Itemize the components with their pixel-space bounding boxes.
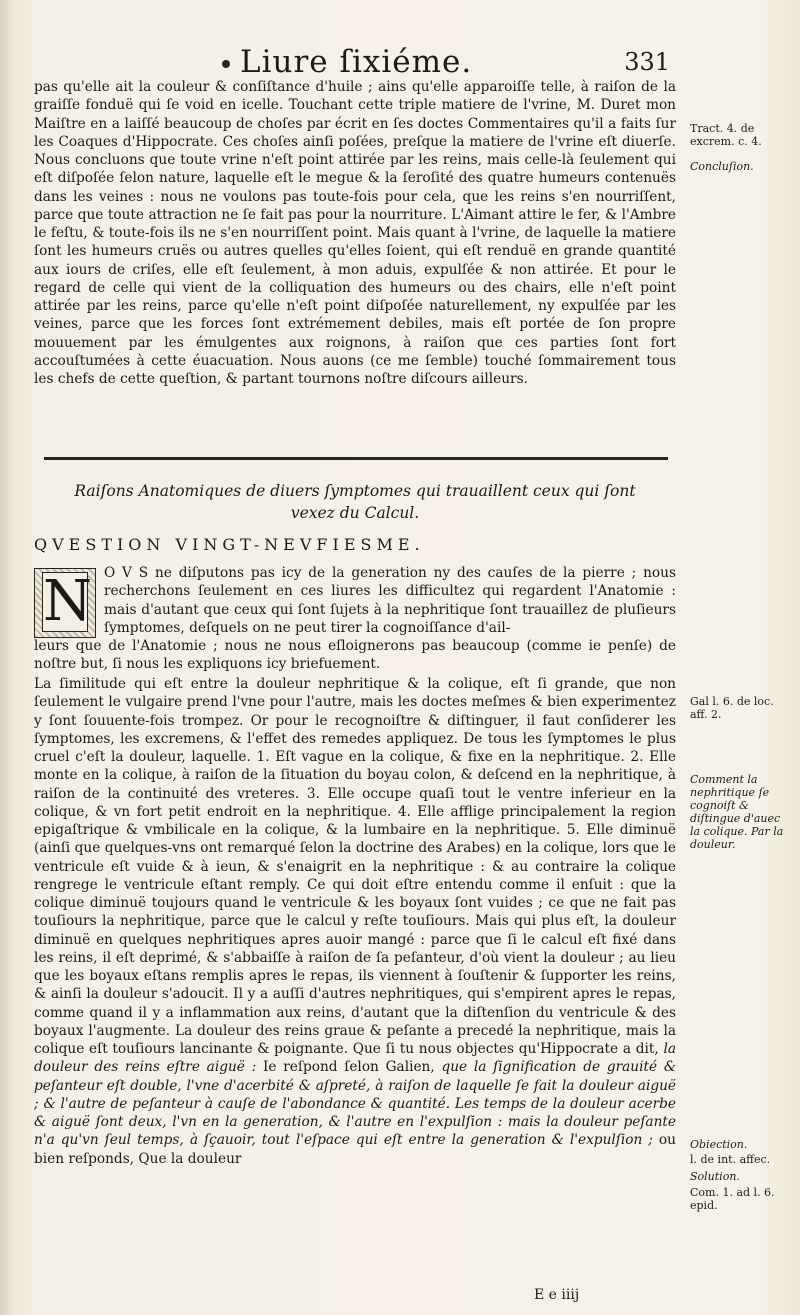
main-paragraph-text: La ſimilitude qui eſt entre la douleur nephritique & la colique, eſt ſi grande, que non ſeulement le vulgaire prend l'vne pour l'autre, mais les doctes meſmes & bien experimentez y ſont ſouuente-fois trompez. Or pour le recognoiſtre & diſtinguer, il faut conſiderer les ſymptomes, les excremens, & l'effet des remedes appliquez. De tous les ſymptomes le plus cruel c'eſt la douleur, laquelle. 1. Eſt vague en la colique, & fixe en la nephritique. 2. Elle monte en la colique, à raiſon de la ſituation du boyau colon, & deſcend en la nephritique, à raiſon de la continuité des vreteres. 3. Elle occupe quaſi tout le ventre inferieur en la colique, & vn fort petit endroit en la nephritique. 4. Elle afflige principalement la region epigaſtrique & vmbilicale en la colique, & la lumbaire en la nephritique. 5. Elle diminuë (ainſi que quelques-vns ont remarqué ſelon la doctrine des Arabes) en la colique, lors que le ventricule eſt vuide & à ieun, & s'enaigrit en la nephritique : & au contraire la colique rengrege le ventricule eſtant remply. Ce qui doit eſtre entendu comme il enſuit : que la colique diminuë toujours quand le ventricule & les boyaux ſont vuides ; ce que ne fait pas touſiours la nephritique, parce que le calcul y reſte touſiours. Mais qui plus eſt, la douleur diminuë en quelques nephritiques apres auoir mangé : parce que ſi le calcul eſt fixé dans les reins, il eſt deprimé, & s'abbaiſſe à raiſon de ſa peſanteur, d'où vient la douleur ; au lieu que les boyaux eſtans remplis apres le repas, ils viennent à ſouſtenir & ſupporter les reins, & ainſi la douleur s'adoucit. Il y a auſſi d'autres nephritiques, qui s'empirent apres le repas, comme quand il y a inflammation aux reins, d'autant que la diſtenſion du ventricule & des boyaux l'augmente. La douleur des reins graue & peſante a precedé la nephritique, mais la colique eſt touſiours lancinante & poignante. Que ſi tu nous objectes qu'Hippocrate a dit,: [34, 676, 676, 1057]
margin-note-solution: Solution.: [690, 1170, 740, 1183]
section-title: Raiſons Anatomiques de diuers ſymptomes qui trauaillent ceux qui ſont vexez du Calcul.: [74, 482, 636, 522]
margin-note-comment: Comment la nephritique ſe cognoiſt & diſtingue d'auec la colique. Par la douleur.: [690, 773, 784, 851]
margin-note-int-affec: l. de int. affec.: [690, 1153, 771, 1166]
closing-text: ou bien reſponds, Que la douleur: [34, 1132, 676, 1167]
opening-paragraph: pas qu'elle ait la couleur & conſiſtance d'huile ; ains qu'elle apparoiſſe telle, à raiſon de la graiſſe fonduë qui ſe void en icelle. Touchant cette triple matiere de l'vrine, M. Duret mon Maiſtre en a laiſſé beaucoup de choſes par écrit en ſes doctes Commentaires qu'il a faits ſur les Coaques d'Hippocrate. Ces choſes ainſi poſées, preſque la matiere de l'vrine eſt diuerſe. Nous concluons que toute vrine n'eſt point attirée par les reins, mais celle-là ſeulement qui eſt diſpoſée ſelon nature, laquelle eſt le megue & la ſeroſité des quatre humeurs contenuës dans les veines : nous ne voulons pas toute-fois pour cela, que les reins s'en nourriſſent, parce que toute attraction ne ſe fait pas pour la nourriture. L'Aimant attire le fer, & l'Ambre le feſtu, & toute-fois ils ne s'en nourriſſent point. Mais quant à l'vrine, de laquelle la matiere ſont les humeurs cruës ou autres quelles qu'elles ſoient, qui eſt renduë en grande quantité aux iours de criſes, elle eſt ſeulement, à mon aduis, expulſée & non attirée. Et pour le regard de celle qui vient de la colliquation des humeurs ou des chairs, elle n'eſt point attirée par les reins, parce qu'elle n'eſt point diſpoſée naturellement, ny expulſée par les veines, parce que les forces ſont extrémement debiles, mais eſt portée de ſon propre mouuement par les émulgentes aux roignons, à raiſon que ces parties ſont fort accouſtumées à cette éuacuation. Nous auons (ce me ſemble) touché ſommairement tous les chefs de cette queſtion, & partant tournons noſtre diſcours ailleurs.: [34, 79, 676, 387]
drop-cap-block: [34, 564, 676, 639]
margin-note-galen: Gal l. 6. de loc. aff. 2.: [690, 695, 774, 721]
drop-cap-continuation: leurs que de l'Anatomie ; nous ne nous eſloignerons pas beaucoup (comme ie penſe) de noſtre but, ſi nous les expliquons icy briefuement.: [34, 638, 676, 673]
margin-note-tract: Tract. 4. de excrem. c. 4.: [690, 122, 762, 148]
fleuron-ornament-icon: [222, 60, 230, 68]
margin-note-objection: Obiection.: [690, 1138, 748, 1151]
galen-intro: Ie reſpond ſelon Galien,: [256, 1059, 435, 1076]
question-heading: QVESTION VINGT-NEVFIESME.: [34, 535, 425, 554]
drop-cap-letter: N: [43, 569, 92, 634]
section-divider-rule: [44, 457, 668, 460]
page-number: 331: [624, 48, 670, 76]
running-title: Liure ſixiéme.: [240, 44, 473, 80]
drop-cap-paragraph: O V S ne diſputons pas icy de la generation ny des cauſes de la pierre ; nous recherchons ſeulement en ces liures les difficultez qui regardent l'Anatomie : mais d'autant que ceux qui ſont ſujets à la nephritique ſont trauaillez de pluſieurs ſymptomes, deſquels on ne peut tirer la cognoiſſance d'ail-: [104, 565, 676, 636]
signature-catchword: E e iiij: [534, 1287, 580, 1303]
margin-note-conclusion: Concluſion.: [690, 160, 754, 173]
margin-note-epid: Com. 1. ad l. 6. epid.: [690, 1186, 775, 1212]
hippocrates-quote: la douleur des reins eſtre aiguë :: [34, 1041, 676, 1076]
main-paragraph: [34, 675, 676, 1290]
galen-quote: que la ſignification de grauité & peſanteur eſt double, l'vne d'acerbité & aſpreté, à raiſon de laquelle ſe fait la douleur aiguë ; & l'autre de peſanteur à cauſe de l'abondance & quantité. Les temps de la douleur acerbe & aiguë ſont deux, l'vn en la generation, & l'autre en l'expulſion : mais la douleur peſante n'a qu'vn ſeul temps, à ſçauoir, tout l'eſpace qui eſt entre la generation & l'expulſion ;: [34, 1059, 676, 1149]
ornamental-initial: [34, 568, 96, 638]
